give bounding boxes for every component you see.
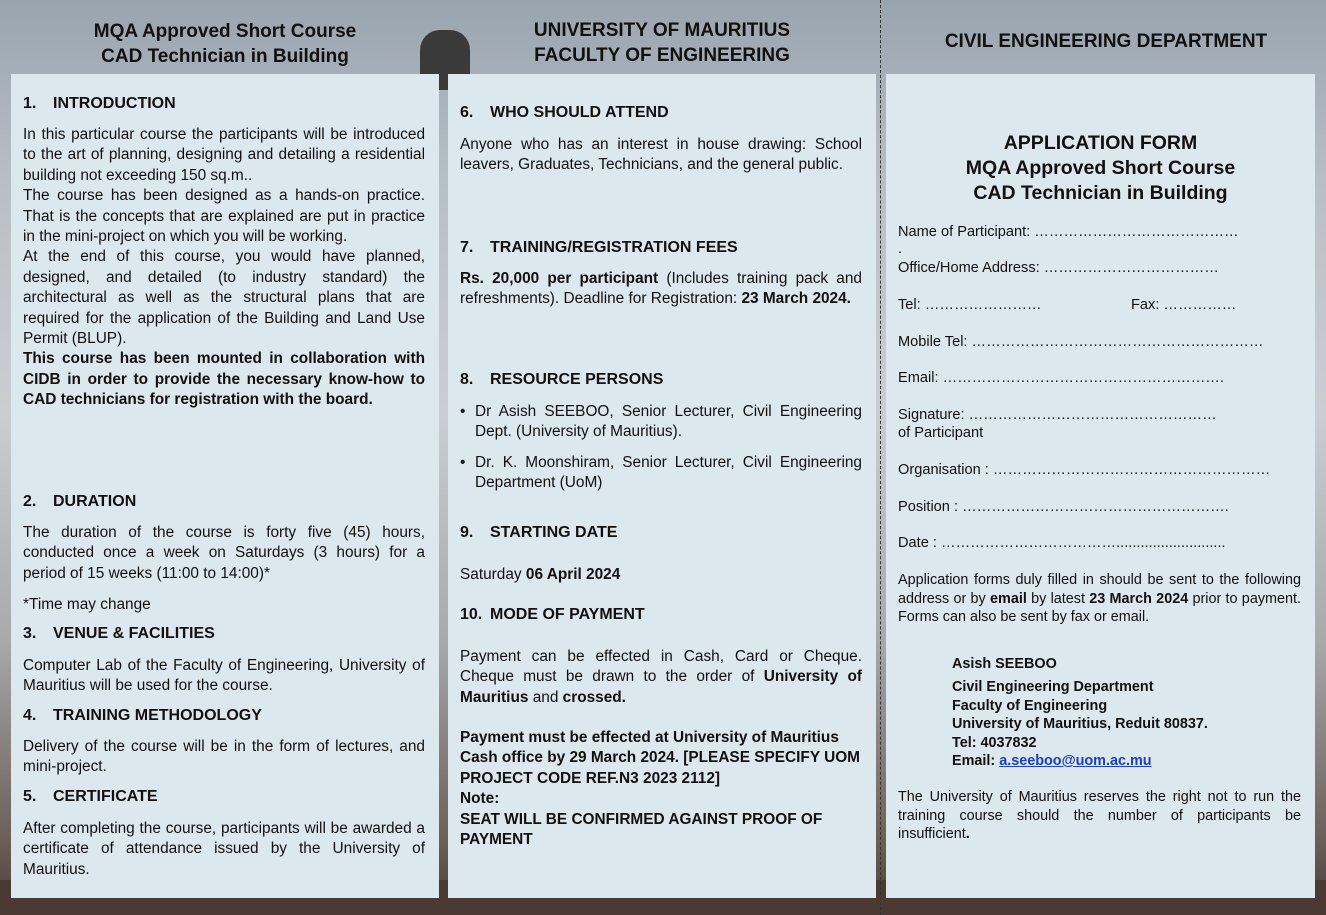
form-title-line2: MQA Approved Short Course	[965, 157, 1236, 179]
intro-text	[23, 125, 425, 411]
form-title	[886, 131, 1315, 206]
left-header-line2: CAD Technician in Building	[101, 46, 349, 67]
contact-name: Asish SEEBOO	[952, 656, 1057, 672]
intro-p3: At the end of this course, you would have planned, designed, and detailed (to industry standard) the architectural as well as the structural plans that are required for the application of the Building and Land Use Permit (BLUP).	[23, 248, 425, 348]
start-date: 06 April 2024	[525, 566, 621, 583]
field-mobile[interactable]: Mobile Tel: ……………………………………………………	[898, 334, 1264, 350]
section-resource-title: 8. RESOURCE PERSONS	[460, 371, 664, 388]
field-participant-name[interactable]: Name of Participant: ……………………………………	[898, 224, 1239, 240]
intro-p4: This course has been mounted in collaboration with CIDB in order to provide the necessary know-how to CAD technicians for registration with the board.	[23, 350, 425, 409]
contact-address	[952, 678, 1208, 771]
contact-faculty: Faculty of Engineering	[952, 697, 1108, 714]
field-tel[interactable]: Tel: ……………………	[898, 297, 1042, 313]
field-signature-label: of Participant	[898, 425, 984, 441]
payment-note-label: Note:	[460, 790, 500, 808]
panel-middle	[448, 74, 876, 898]
field-organisation[interactable]: Organisation : …………………………………………………	[898, 462, 1271, 478]
section-attend-title: 6. WHO SHOULD ATTEND	[460, 104, 669, 121]
form-title-line1: APPLICATION FORM	[1003, 132, 1198, 154]
section-introduction-title: 1. INTRODUCTION	[23, 95, 176, 112]
methodology-text: Delivery of the course will be in the form of lectures, and mini-project.	[23, 738, 425, 776]
section-start-title: 9. STARTING DATE	[460, 524, 618, 541]
contact-dept: Civil Engineering Department	[952, 679, 1154, 695]
mid-header-line2: FACULTY OF ENGINEERING	[534, 45, 790, 66]
mid-header	[448, 18, 876, 68]
resource-person-2: • Dr. K. Moonshiram, Senior Lecturer, Civil Engineering Department (UoM)	[460, 454, 862, 492]
contact-email-line: Email: a.seeboo@uom.ac.mu	[952, 753, 1152, 769]
contact-email-link[interactable]: a.seeboo@uom.ac.mu	[999, 753, 1152, 769]
panel-left	[11, 74, 439, 898]
venue-text: Computer Lab of the Faculty of Engineering, University of Mauritius will be used for the course.	[23, 657, 425, 695]
fee-deadline: 23 March 2024.	[741, 290, 851, 308]
field-fax[interactable]: Fax: ……………	[1131, 297, 1237, 313]
duration-text: The duration of the course is forty five (45) hours, conducted once a week on Saturdays (3 hours) for a period of 15 weeks (11:00 to 14:00)*	[23, 524, 425, 582]
left-header-line1: MQA Approved Short Course	[93, 21, 357, 42]
contact-tel: Tel: 4037832	[952, 734, 1037, 751]
panel-right	[886, 74, 1315, 898]
start-date-text: Saturday 06 April 2024	[460, 566, 621, 583]
section-methodology-title: 4. TRAINING METHODOLOGY	[23, 707, 262, 724]
fees-text: Rs. 20,000 per participant (Includes training pack and refreshments). Deadline for Registration: 23 March 2024.	[460, 270, 862, 308]
payment-note-text: SEAT WILL BE CONFIRMED AGAINST PROOF OF PAYMENT	[460, 810, 823, 849]
payment-instructions	[460, 728, 862, 850]
resource-person-1: • Dr Asish SEEBOO, Senior Lecturer, Civil Engineering Dept. (University of Mauritius).	[460, 403, 862, 441]
payment-office-text: Payment must be effected at University of Mauritius Cash office by 29 March 2024. [PLEASE SPECIFY UOM PROJECT CODE REF.N3 2023 2112]	[460, 729, 860, 787]
intro-p2: The course has been designed as a hands-on practice. That is the concepts that are explained are put in practice in the mini-project on which you will be working.	[23, 187, 425, 246]
intro-p1: In this particular course the participants will be introduced to the art of planning, designing and detailing a residential building not exceeding 150 sq.m..	[23, 126, 425, 184]
field-position[interactable]: Position : ……………………………………………….	[898, 499, 1229, 515]
bullet-icon: •	[460, 454, 466, 471]
right-header: CIVIL ENGINEERING DEPARTMENT	[944, 31, 1268, 52]
certificate-text: After completing the course, participants will be awarded a certificate of attendance issued by the University of Mauritius.	[23, 820, 425, 878]
attend-text: Anyone who has an interest in house drawing: School leavers, Graduates, Technicians, and the general public.	[460, 136, 862, 174]
duration-note: *Time may change	[23, 596, 151, 613]
section-certificate-title: 5. CERTIFICATE	[23, 788, 158, 805]
reservation-notice: The University of Mauritius reserves the right not to run the training course should the number of participants be insufficient.	[898, 789, 1301, 842]
field-address[interactable]: Office/Home Address: ………………………………	[898, 260, 1219, 276]
mid-header-line1: UNIVERSITY OF MAURITIUS	[533, 20, 791, 41]
left-header	[11, 19, 439, 69]
section-venue-title: 3. VENUE & FACILITIES	[23, 625, 215, 642]
fold-divider	[880, 0, 881, 915]
section-fees-title: 7. TRAINING/REGISTRATION FEES	[460, 239, 738, 256]
field-signature[interactable]: Signature: ……………………………………………	[898, 407, 1217, 423]
section-payment-title: 10. MODE OF PAYMENT	[460, 606, 645, 623]
form-title-line3: CAD Technician in Building	[973, 182, 1228, 204]
field-date[interactable]: Date : ………………………………...........................	[898, 535, 1226, 551]
payment-text: Payment can be effected in Cash, Card or Cheque. Cheque must be drawn to the order of University of Mauritius and crossed.	[460, 648, 862, 706]
section-duration-title: 2. DURATION	[23, 493, 137, 510]
bullet-icon: •	[460, 403, 466, 420]
field-participant-name-cont: .	[898, 241, 903, 257]
field-email[interactable]: Email: ………………………………………………….	[898, 370, 1224, 386]
fee-amount: Rs. 20,000 per participant	[460, 270, 659, 287]
application-instructions: Application forms duly filled in should be sent to the following address or by email by latest 23 March 2024 prior to payment. Forms can also be sent by fax or email.	[898, 572, 1302, 625]
contact-university: University of Mauritius, Reduit 80837.	[952, 716, 1208, 732]
